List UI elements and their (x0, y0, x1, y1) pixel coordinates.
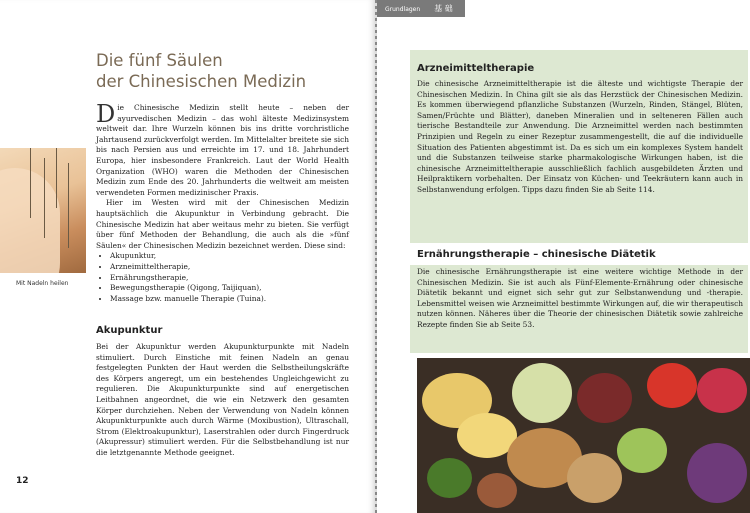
list-item: • Bewegungstherapie (Qigong, Taijiquan), (110, 283, 349, 294)
box-heading-arzneimittel: Arzneimitteltherapie (417, 63, 535, 74)
list-item: • Massage bzw. manuelle Therapie (Tuina). (110, 294, 349, 305)
list-item: • Arzneimitteltherapie, (110, 262, 349, 273)
food-photo (417, 358, 750, 513)
intro-paragraph: ie Chinesische Medizin stellt heute – neben der ayurvedischen Medizin – das wohl älteste Medizinsystem weltweit dar. Ihre Wurzeln können bis ins dritte vorchristliche Jahrtausend zurückverfolgt werden. Im Mittelalter breitete sie sich bis nach Persien aus und erreichte im 17. und 18. Jahrhundert Europa, hier insbesondere Frankreich. Laut der World Health Organization (WHO) waren die Methoden der Chinesischen Medizin zum Ende des 20. Jahrhunderts die weltweit am meisten verwendeten Formen medizinischer Praxis. (96, 103, 349, 197)
right-page (377, 0, 750, 513)
chapter-tab (377, 0, 465, 17)
list-item: • Akupunktur, (110, 251, 349, 262)
akupunktur-text (96, 342, 349, 459)
five-pillars-list (96, 251, 349, 304)
acupuncture-photo (0, 148, 86, 273)
chapter-tab-label: Grundlagen (385, 6, 421, 13)
title-line-1: Die fünf Säulen (96, 51, 223, 70)
second-paragraph: Hier im Westen wird mit der Chinesischen Medizin hauptsächlich die Akupunktur in Verbindung gebracht. Die Chinesische Medizin hat aber weitaus mehr zu bieten. Sie verfügt über fünf Methoden der Behandlung, die auch als die »fünf Säulen« der Chinesischen Medizin bezeichnet werden. Diese sind: (96, 198, 349, 250)
page-title (96, 50, 306, 92)
page-number: 12 (16, 476, 29, 486)
arzneimittel-text (417, 79, 743, 196)
intro-text (96, 100, 349, 304)
akupunktur-paragraph: Bei der Akupunktur werden Akupunkturpunkte mit Nadeln stimuliert. Durch Einstiche mit feinen Nadeln an genau festgelegten Punkten der Haut werden die Selbstheilungskräfte des Körpers angeregt, um ein bestehendes Ungleichgewicht zu regulieren. Die Akupunkturpunkte sind auf energetischen Leitbahnen angeordnet, die wie ein Netzwerk den gesamten Körper durchziehen. Neben der Verwendung von Nadeln können Akupunkturpunkte auch durch Wärme (Moxibustion), Ultraschall, Strom (Elektroakupunktur), Laserstrahlen oder durch Fingerdruck (Akupressur) stimuliert werden. Für die Selbstbehandlung ist nur die letztgenannte Methode geeignet. (96, 342, 349, 457)
ernaehrung-paragraph: Die chinesische Ernährungstherapie ist eine weitere wichtige Methode in der Chinesischen Medizin. Sie ist auch als Fünf-Elemente-Ernährung oder chinesische Diätetik bekannt und eignet sich sehr gut zur Selbstanwendung und -therapie. Lebensmittel weisen wie Arzneimittel bestimmte Wirkungen auf, die wir therapeutisch nutzen können. Näheres über die Theorie der chinesischen Diätetik sowie zahlreiche Rezepte finden Sie ab Seite 53. (417, 267, 743, 329)
title-line-2: der Chinesischen Medizin (96, 72, 307, 91)
list-item: • Ernährungstherapie, (110, 273, 349, 284)
chapter-tab-cjk: 基 础 (434, 4, 453, 13)
drop-cap: D (96, 100, 116, 128)
ernaehrung-text (417, 267, 743, 331)
photo-caption: Mit Nadeln heilen (16, 280, 69, 287)
section-heading-akupunktur: Akupunktur (96, 325, 163, 336)
box-heading-ernaehrung: Ernährungstherapie – chinesische Diätetik (417, 249, 656, 260)
arzneimittel-paragraph: Die chinesische Arzneimitteltherapie ist die älteste und wichtigste Therapie der Chinesischen Medizin. In China gilt sie als das Herzstück der Chinesischen Medizin. Es kommen überwiegend pflanzliche Substanzen (Wurzeln, Rinden, Stängel, Blüten, Samen/Früchte und Blätter), daneben Mineralien und in selteneren Fällen auch tierische Bestandteile zur Anwendung. Die Arzneimittel werden nach bestimmten Prinzipien und Regeln zu einer Rezeptur zusammengestellt, die auf die individuelle Situation des Patienten abgestimmt ist. Da es sich um ein komplexes System handelt und die Substanzen teilweise starke pharmakologische Wirkungen haben, ist die chinesische Arzneimitteltherapie ausschließlich fachlich ausgebildeten Ärzten und Heilpraktikern vorbehalten. Der Einsatz von Küchen- und Teekräutern kann auch in Selbstanwendung erfolgen. Tipps dazu finden Sie ab Seite 114. (417, 79, 743, 194)
